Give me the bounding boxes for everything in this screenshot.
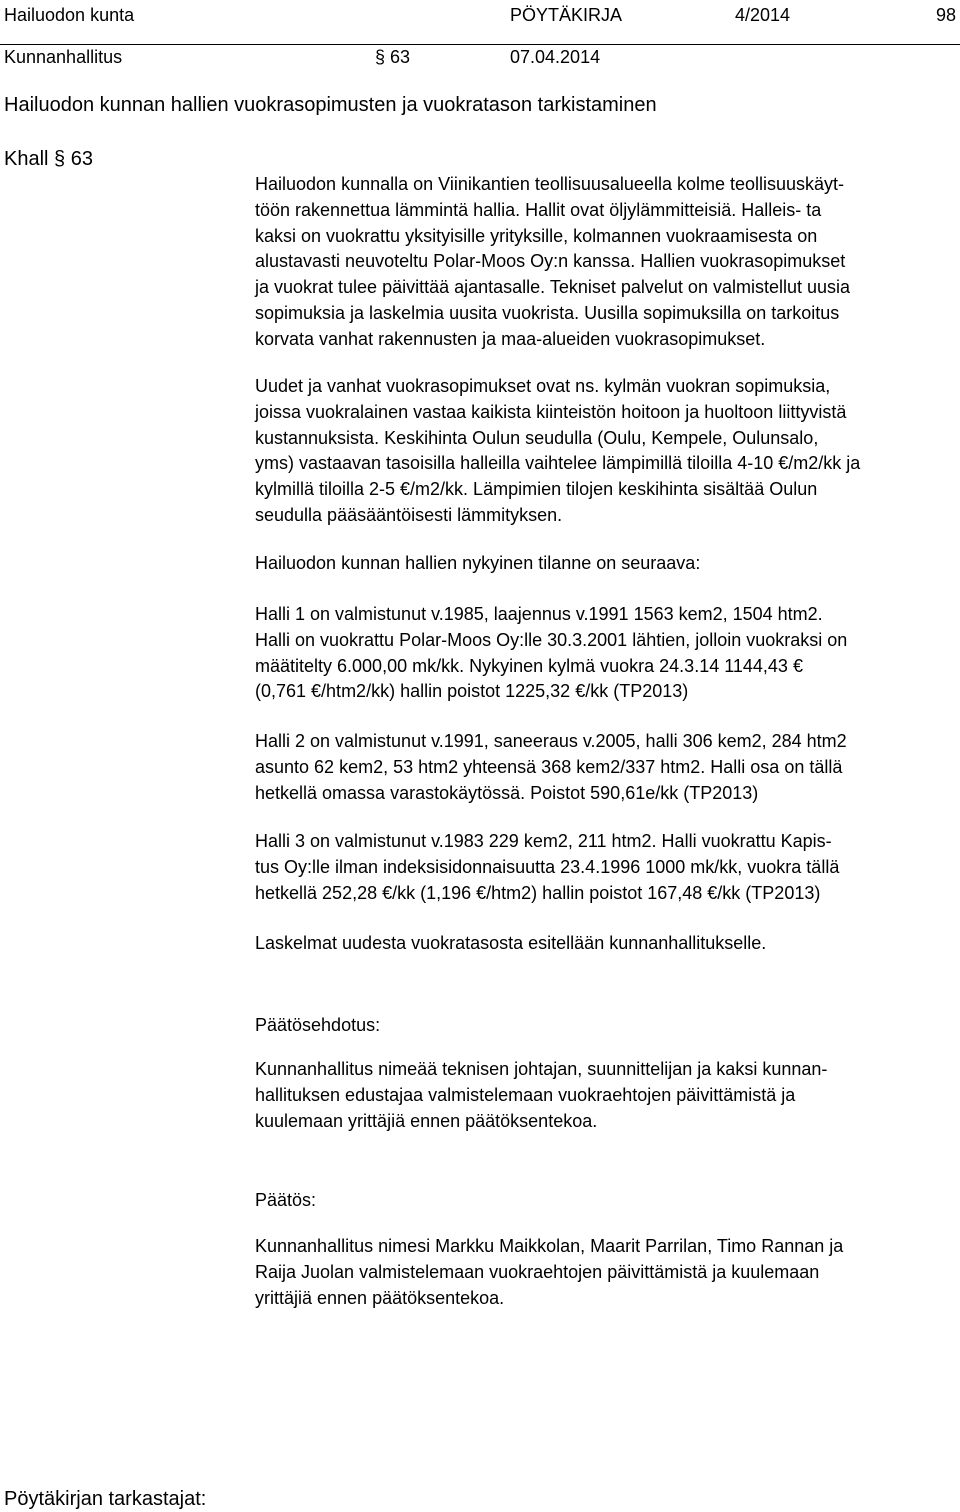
proposal-text <box>255 1057 955 1134</box>
page-title: Hailuodon kunnan hallien vuokrasopimusten ja vuokratason tarkistaminen <box>4 94 657 116</box>
header-doc-type: PÖYTÄKIRJA <box>510 5 623 25</box>
text-line: hallituksen edustajaa valmistelemaan vuokraehtojen päivittämistä ja <box>255 1084 796 1105</box>
text-line: Uudet ja vanhat vuokrasopimukset ovat ns. kylmän vuokran sopimuksia, <box>255 376 831 396</box>
text-line: Hailuodon kunnan hallien nykyinen tilanne on seuraava: <box>255 553 701 573</box>
header-rule <box>0 44 960 45</box>
header-body: Kunnanhallitus <box>4 47 123 67</box>
paragraph-hall-3 <box>255 829 955 906</box>
text-line: Laskelmat uudesta vuokratasosta esitellään kunnanhallitukselle. <box>255 933 767 953</box>
text-line: kustannuksista. Keskihinta Oulun seudulla (Oulu, Kempele, Oulunsalo, <box>255 427 819 448</box>
text-line: ja vuokrat tulee päivittää ajantasalle. Tekniset palvelut on valmistellut uusia <box>255 277 851 298</box>
text-line: korvata vanhat rakennusten ja maa-alueiden vuokrasopimukset. <box>255 328 766 349</box>
text-line: yrittäjiä ennen päätöksentekoa. <box>255 1287 505 1308</box>
text-line: kuulemaan yrittäjiä ennen päätöksentekoa. <box>255 1110 598 1131</box>
header-municipality: Hailuodon kunta <box>4 5 135 25</box>
text-line: hetkellä 252,28 €/kk (1,196 €/htm2) hallin poistot 167,48 €/kk (TP2013) <box>255 882 821 903</box>
text-line: Halli on vuokrattu Polar-Moos Oy:lle 30.3.2001 lähtien, jolloin vuokraksi on <box>255 629 848 650</box>
decision-text <box>255 1234 955 1311</box>
header-section: § 63 <box>375 47 411 67</box>
paragraph-hall-1 <box>255 602 955 705</box>
text-line: Raija Juolan valmistelemaan vuokraehtojen päivittämistä ja kuulemaan <box>255 1261 820 1282</box>
footer-reviewers: Pöytäkirjan tarkastajat: <box>4 1488 207 1510</box>
text-line: kaksi on vuokrattu yksityisille yrityksille, kolmannen vuokraamisesta on <box>255 225 818 246</box>
proposal-label: Päätösehdotus: <box>255 1015 381 1035</box>
header-page-number: 98 <box>936 5 957 25</box>
paragraph-current-status <box>255 551 955 577</box>
text-line: Halli 2 on valmistunut v.1991, saneeraus v.2005, halli 306 kem2, 284 htm2 <box>255 731 847 751</box>
text-line: hetkellä omassa varastokäytössä. Poistot 590,61e/kk (TP2013) <box>255 782 759 803</box>
decision-label: Päätös: <box>255 1190 317 1210</box>
paragraph-calculations <box>255 931 955 957</box>
text-line: asunto 62 kem2, 53 htm2 yhteensä 368 kem2/337 htm2. Halli osa on tällä <box>255 756 843 777</box>
text-line: kylmillä tiloilla 2-5 €/m2/kk. Lämpimien tilojen keskihinta sisältää Oulun <box>255 479 818 500</box>
text-line: Kunnanhallitus nimeää teknisen johtajan, suunnittelijan ja kaksi kunnan- <box>255 1059 828 1079</box>
text-line: joissa vuokralainen vastaa kaikista kiinteistön hoitoon ja huoltoon liittyvistä <box>255 401 847 422</box>
text-line: Halli 3 on valmistunut v.1983 229 kem2, 211 htm2. Halli vuokrattu Kapis- <box>255 831 832 851</box>
text-line: sopimuksia ja laskelmia uusita vuokrista. Uusilla sopimuksilla on tarkoitus <box>255 302 840 323</box>
text-line: Kunnanhallitus nimesi Markku Maikkolan, Maarit Parrilan, Timo Rannan ja <box>255 1236 844 1256</box>
header-doc-number: 4/2014 <box>735 5 791 25</box>
text-line: Halli 1 on valmistunut v.1985, laajennus v.1991 1563 kem2, 1504 htm2. <box>255 604 823 624</box>
header-date: 07.04.2014 <box>510 47 601 67</box>
text-line: alustavasti neuvoteltu Polar-Moos Oy:n kanssa. Hallien vuokrasopimukset <box>255 251 846 272</box>
text-line: (0,761 €/htm2/kk) hallin poistot 1225,32 €/kk (TP2013) <box>255 681 689 702</box>
text-line: Hailuodon kunnalla on Viinikantien teollisuusalueella kolme teollisuuskäyt- <box>255 174 845 194</box>
paragraph-hall-2 <box>255 729 955 806</box>
text-line: määtitelty 6.000,00 mk/kk. Nykyinen kylmä vuokra 24.3.14 1144,43 € <box>255 655 803 676</box>
text-line: seudulla pääsääntöisesti lämmityksen. <box>255 504 563 525</box>
paragraph-rent-types <box>255 374 955 529</box>
header-section-number: 63 <box>390 47 411 67</box>
text-line: töön rakennettua lämmintä hallia. Hallit ovat öljylämmitteisiä. Halleis- ta <box>255 199 822 220</box>
paragraph-intro <box>255 172 955 353</box>
text-line: yms) vastaavan tasoisilla halleilla vaihtelee lämpimillä tiloilla 4-10 €/m2/kk ja <box>255 453 861 474</box>
text-line: tus Oy:lle ilman indeksisidonnaisuutta 23.4.1996 1000 mk/kk, vuokra tällä <box>255 856 840 877</box>
section-reference: Khall § 63 <box>4 148 93 170</box>
